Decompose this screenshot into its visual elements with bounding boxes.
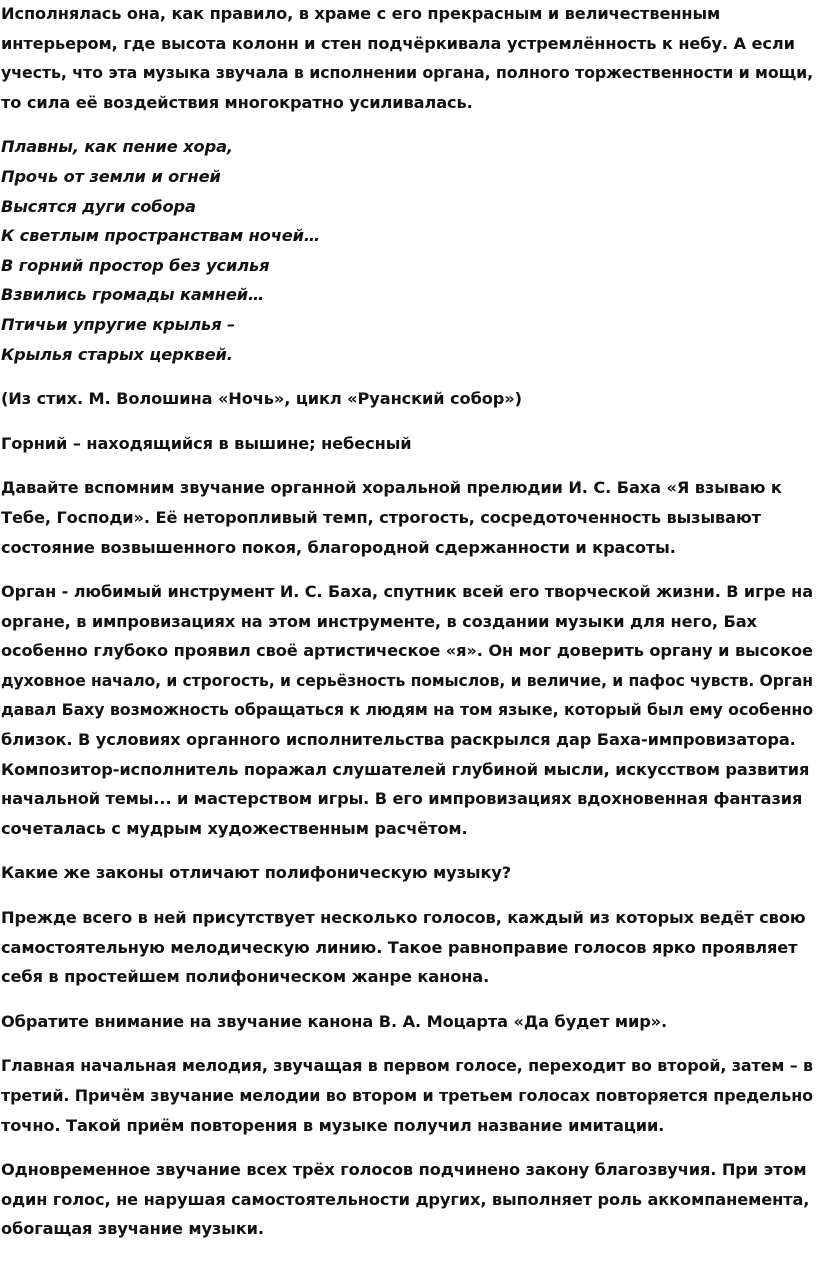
paragraph-harmony	[1, 1155, 816, 1244]
poem-line: Высятся дуги собора	[1, 196, 196, 216]
text-line: Композитор-исполнитель поражал слушателей глубиной мысли, искусством развития	[1, 759, 810, 779]
poem-line: К светлым пространствам ночей…	[1, 226, 320, 246]
text-line: органе, в импровизациях на этом инструменте, в создании музыки для него, Бах	[1, 611, 757, 631]
poem-line: Птичьи упругие крылья –	[1, 314, 236, 334]
text-line: Главная начальная мелодия, звучащая в первом голосе, переходит во второй, затем – в	[1, 1056, 813, 1076]
text-line: особенно глубоко проявил своё артистическое «я». Он мог доверить органу и высокое	[1, 641, 813, 661]
citation-text: (Из стих. М. Волошина «Ночь», цикл «Руанский собор»)	[1, 389, 522, 409]
text-line: третий. Причём звучание мелодии во втором и третьем голосах повторяется предельно	[1, 1086, 813, 1105]
text-line: Орган - любимый инструмент И. С. Баха, спутник всей его творческой жизни. В игре на	[1, 582, 813, 602]
text-line: духовное начало, и строгость, и серьёзность помыслов, и величие, и пафос чувств. Орган	[1, 670, 813, 690]
poem-line: В горний простор без усилья	[1, 255, 270, 275]
definition-text: Горний – находящийся в вышине; небесный	[1, 433, 412, 453]
question-text: Какие же законы отличают полифоническую музыку?	[1, 863, 512, 883]
paragraph-mozart	[1, 1007, 816, 1037]
text-line: начальной темы... и мастерством игры. В его импровизациях вдохновенная фантазия	[1, 789, 803, 809]
mozart-note-text: Обратите внимание на звучание канона В. А. Моцарта «Да будет мир».	[1, 1011, 668, 1031]
text-line: один голос, не нарушая самостоятельности других, выполняет роль аккомпанемента,	[1, 1189, 810, 1209]
poem-line: Крылья старых церквей.	[1, 344, 233, 364]
poem-citation	[1, 384, 816, 414]
text-line: состояние возвышенного покоя, благородной сдержанности и красоты.	[1, 537, 676, 557]
text-line: сочеталась с мудрым художественным расчётом.	[1, 818, 468, 838]
paragraph-imitation	[1, 1051, 816, 1140]
text-line: точно. Такой приём повторения в музыке получил название имитации.	[1, 1115, 665, 1135]
text-line: Прежде всего в ней присутствует несколько голосов, каждый из которых ведёт свою	[1, 908, 806, 928]
paragraph-organ	[1, 577, 816, 843]
text-line: Одновременное звучание всех трёх голосов подчинено закону благозвучия. При этом	[1, 1160, 807, 1180]
text-line: близок. В условиях органного исполнительства раскрылся дар Баха-импровизатора.	[1, 730, 796, 750]
text-line: Тебе, Господи». Её неторопливый темп, строгость, сосредоточенность вызывают	[1, 507, 761, 527]
poem-line: Взвились громады камней…	[1, 285, 265, 305]
text-line: давал Баху возможность обращаться к людям на том языке, который был ему особенно	[1, 700, 814, 720]
text-line: обогащая звучание музыки.	[1, 1219, 264, 1239]
paragraph-temple	[1, 0, 816, 117]
poem-line: Прочь от земли и огней	[1, 166, 221, 186]
text-line: самостоятельную мелодическую линию. Такое равноправие голосов ярко проявляет	[1, 937, 798, 957]
poem-line: Плавны, как пение хора,	[1, 137, 233, 157]
text-line: интерьером, где высота колонн и стен подчёркивала устремлённость к небу. А если	[1, 33, 795, 53]
text-line: себя в простейшем полифоническом жанре канона.	[1, 967, 490, 987]
question-polyphony	[1, 858, 816, 888]
text-line: то сила её воздействия многократно усиливалась.	[1, 92, 473, 112]
text-line: учесть, что эта музыка звучала в исполнении органа, полного торжественности и мощи,	[1, 63, 814, 83]
paragraph-voices	[1, 903, 816, 992]
word-definition	[1, 429, 816, 459]
poem-stanza	[1, 132, 816, 369]
text-line: Давайте вспомним звучание органной хоральной прелюдии И. С. Баха «Я взываю к	[1, 478, 782, 498]
paragraph-bach-prelude	[1, 473, 816, 562]
text-line: Исполнялась она, как правило, в храме с его прекрасным и величественным	[1, 4, 721, 23]
